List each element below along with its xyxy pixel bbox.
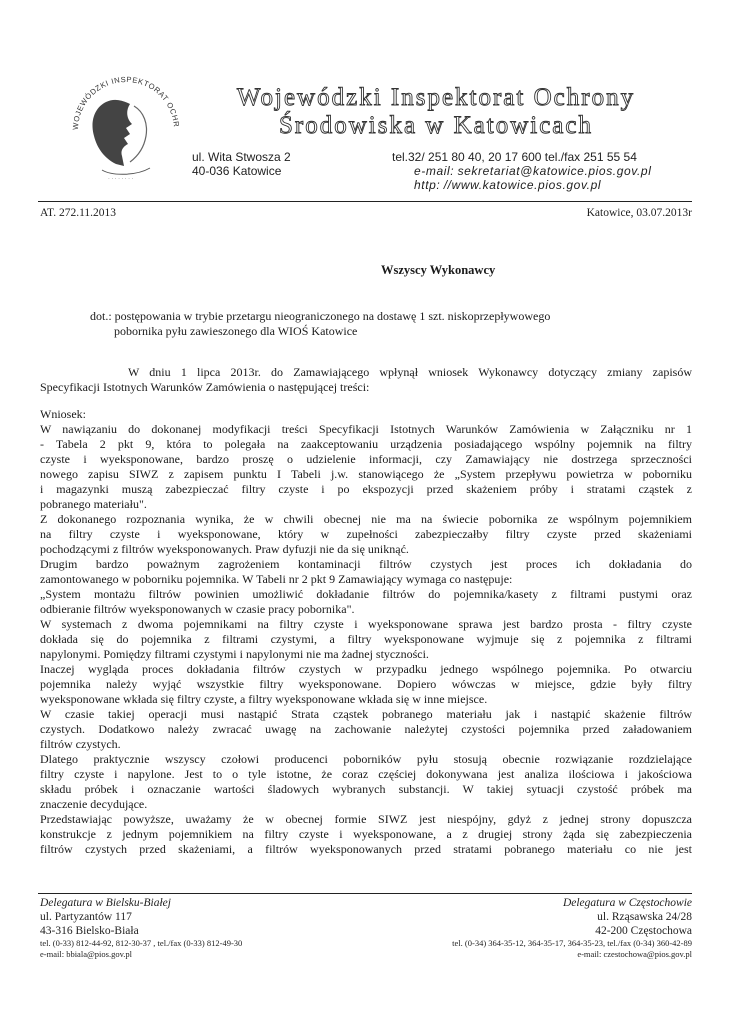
request-line: filtrów czystych. xyxy=(40,737,121,751)
request-line: W systemach z dwoma pojemnikami na filtry czyste i wyeksponowane sprawa jest bardzo prosta - filtry czyste xyxy=(40,617,692,631)
branch-email[interactable]: e-mail: czestochowa@pios.gov.pl xyxy=(577,949,692,959)
request-line: zamontowanego w poborniku pojemnika. W Tabeli nr 2 pkt 9 Zamawiający wymaga co następuje: xyxy=(40,572,513,586)
request-line: czyste i wyeksponowane, bardzo proszę o udzielenie informacji, czy Zamawiający nie dostrzega sprzeczności xyxy=(40,452,692,466)
svg-text:· · · · · · · ·: · · · · · · · · xyxy=(108,176,134,182)
request-line: nowego zapisu SIWZ z zapisem punktu I Tabeli j.w. stanowiącego że „System przepływu powietrza w poborniku xyxy=(40,467,692,481)
branch-street: ul. Partyzantów 117 xyxy=(40,911,132,923)
conclusion-line: Przedstawiając powyższe, uważamy że w obecnej formie SIWZ jest niespójny, gdyż z jednej strony dopuszcza xyxy=(40,812,692,826)
request-line: Z dokonanego rozpoznania wynika, że w chwili obecnej nie ma na świecie pobornika ze wspólnym pojemnikiem xyxy=(40,512,692,526)
office-contact xyxy=(392,150,692,192)
request-line: pojemnika należy wyjąć wszystkie filtry wyeksponowane. Dopiero wówczas w miejsce, gdzie były filtry xyxy=(40,677,692,691)
footer-divider xyxy=(38,893,692,894)
branch-phones: tel. (0-34) 364-35-12, 364-35-17, 364-35-23, tel./fax (0-34) 360-42-89 xyxy=(452,938,692,948)
request-line: Dlatego praktycznie wszyscy czołowi producenci poborników pyłu stosują obecnie rozwiązanie rozdzielające xyxy=(40,752,692,766)
request-line: pobranego materiału". xyxy=(40,497,147,511)
request-line: na filtry czyste i wyeksponowane, który w zupełności zabezpieczałby filtry czyste przed skażeniami xyxy=(40,527,692,541)
request-line: filtry czyste i napylone. Jest to o tyle istotne, że coraz częściej dokonywana jest analiza ilościowa i jakościowa xyxy=(40,767,692,781)
request-line: „System montażu filtrów powinien umożliwić dokładanie filtrów do pojemnika/kasety z filtrami pustymi oraz xyxy=(40,587,692,601)
email-address[interactable]: sekretariat@katowice.pios.gov.pl xyxy=(457,164,652,178)
email-label: e-mail: xyxy=(414,164,455,178)
phone-numbers: tel.32/ 251 80 40, 20 17 600 tel./fax 251 55 54 xyxy=(392,150,637,164)
institution-title-line-1: Wojewódzki Inspektorat Ochrony xyxy=(236,84,636,111)
request-line: i magazynki muszą zabezpieczać filtry czyste i po ekspozycji przed skażeniem próby i stratami cząstek z xyxy=(40,482,692,496)
address-street: ul. Wita Stwosza 2 xyxy=(192,150,291,164)
branch-email[interactable]: e-mail: bbiala@pios.gov.pl xyxy=(40,949,133,959)
branch-title: Delegatura w Bielsku-Białej xyxy=(40,897,171,909)
office-address xyxy=(192,150,291,178)
conclusion-paragraph xyxy=(40,812,692,857)
header-divider xyxy=(38,201,692,202)
reference-number: AT. 272.11.2013 xyxy=(40,207,117,219)
website-label: http: xyxy=(414,178,441,192)
request-section xyxy=(40,407,692,812)
subject-block xyxy=(90,309,650,339)
conclusion-line: konstrukcje z jednym pojemnikiem na filtry czyste i wyeksponowane, a z drugiej strony żąda się zabezpieczenia xyxy=(40,827,692,841)
request-line: znaczenie decydujące. xyxy=(40,797,148,811)
branch-street: ul. Rząsawska 24/28 xyxy=(597,911,692,923)
recipients-heading: Wszyscy Wykonawcy xyxy=(381,263,496,277)
website-address[interactable]: //www.katowice.pios.gov.pl xyxy=(443,178,602,192)
request-line: napylonymi. Pomiędzy filtrami czystymi i napylonymi nie ma żadnej styczności. xyxy=(40,647,429,661)
request-line: Drugim bardzo poważnym zagrożeniem kontaminacji filtrów czystych jest proces ich dokładania do xyxy=(40,557,692,571)
institution-logo xyxy=(64,58,190,186)
branch-phones: tel. (0-33) 812-44-92, 812-30-37 , tel./fax (0-33) 812-49-30 xyxy=(40,938,243,948)
request-line: czystych. Dodatkowo należy zwracać uwagę na zachowanie należytej czystości pojemnika przed załadowaniem xyxy=(40,722,692,736)
subject-line: pobornika pyłu zawieszonego dla WIOŚ Katowice xyxy=(114,324,358,338)
request-line: odbieranie filtrów wyeksponowanych w czasie pracy pobornika". xyxy=(40,602,355,616)
place-date: Katowice, 03.07.2013r xyxy=(586,207,692,219)
request-line: składu próbek i oznaczanie wartości śladowych wybranych substancji. W takiej sytuacji czystość próbek ma xyxy=(40,782,692,796)
request-line: W czasie takiej operacji musi nastąpić Strata cząstek pobranego materiału jak i nastąpić skażenie filtrów xyxy=(40,707,692,721)
logo-seal-text: WOJEWÓDZKI INSPEKTORAT OCHR xyxy=(70,74,181,131)
request-heading: Wniosek: xyxy=(40,407,86,421)
branch-city: 43-316 Bielsko-Biała xyxy=(40,925,139,937)
request-line: W nawiązaniu do dokonanej modyfikacji treści Specyfikacji Istotnych Warunków Zamówienia w Załączniku nr 1 xyxy=(40,422,692,436)
subject-line: dot.: postępowania w trybie przetargu nieograniczonego na dostawę 1 szt. niskoprzepływowego xyxy=(90,309,551,323)
request-line: pochodzącymi z filtrów wyeksponowanych. Praw dyfuzji nie da się uniknąć. xyxy=(40,542,409,556)
request-line: wyeksponowane wkłada się filtry czyste, a filtry wyeksponowane wkłada się w inne miejsce. xyxy=(40,692,488,706)
request-line: - Tabela 2 pkt 9, która to polegała na zaakceptowaniu urządzenia posiadającego wspólny pojemnik na filtry xyxy=(40,437,692,451)
request-line: dokłada się do pojemnika z filtrami czystymi, a filtry wyeksponowane wyjmuje się z pojemnika z filtrami xyxy=(40,632,692,646)
branch-city: 42-200 Częstochowa xyxy=(595,925,692,937)
branch-title: Delegatura w Częstochowie xyxy=(562,897,692,909)
address-city: 40-036 Katowice xyxy=(192,164,282,178)
intro-line: W dniu 1 lipca 2013r. do Zamawiającego wpłynął wniosek Wykonawcy dotyczący zmiany zapisów xyxy=(128,365,692,379)
footer-branch-bielsko xyxy=(40,896,340,960)
intro-paragraph xyxy=(40,365,692,395)
request-line: Inaczej wygląda proces dokładania filtrów czystych w przypadku jednego wspólnego pojemnika. Po otwarciu xyxy=(40,662,692,676)
footer-branch-czestochowa xyxy=(372,896,692,960)
intro-line: Specyfikacji Istotnych Warunków Zamówienia o następującej treści: xyxy=(40,380,370,394)
institution-title-line-2: Środowiska w Katowicach xyxy=(279,112,593,139)
conclusion-line: filtrów czystych przed skażeniami, a filtrów wyeksponowanych przed stratami pobranego materiału co nie jest xyxy=(40,842,692,856)
